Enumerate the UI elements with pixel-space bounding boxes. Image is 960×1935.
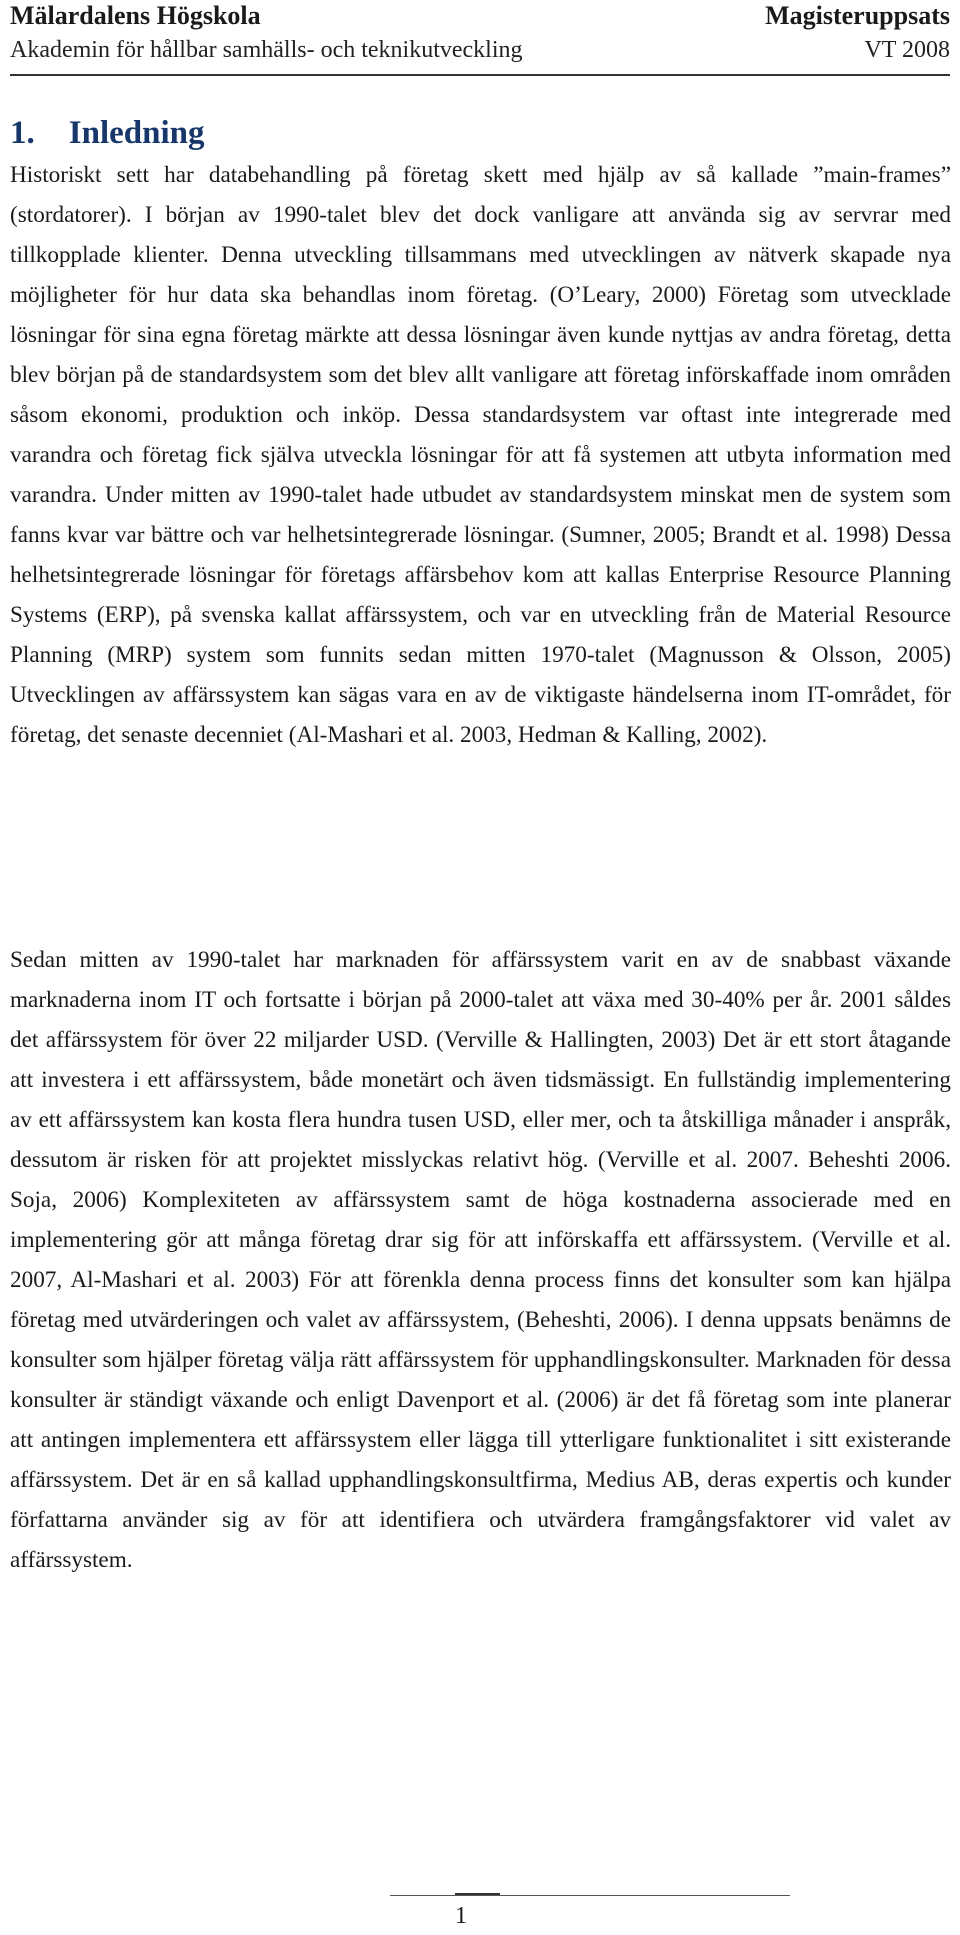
section-title: Inledning	[68, 115, 205, 151]
document-type: Magisteruppsats	[765, 1, 950, 30]
section-heading	[10, 113, 205, 153]
section-number: 1.	[10, 115, 35, 151]
term-label: VT 2008	[864, 37, 950, 63]
footer-rule	[390, 1895, 790, 1896]
footer-rule-accent	[455, 1893, 500, 1895]
page-number: 1	[455, 1903, 467, 1929]
header-sub-row	[10, 32, 950, 68]
page-header	[10, 0, 950, 76]
institution-name: Mälardalens Högskola	[10, 1, 261, 30]
header-rule	[10, 74, 950, 76]
academy-name: Akademin för hållbar samhälls- och teknikutveckling	[10, 37, 523, 63]
header-top-row	[10, 0, 950, 32]
body-paragraph-2: Sedan mitten av 1990-talet har marknaden för affärssystem varit en av de snabbast växande marknaderna inom IT och fortsatte i början på 2000-talet att växa med 30-40% per år. 2001 såldes det affärssystem för över 22 miljarder USD. (Verville & Hallingten, 2003) Det är ett stort åtagande att investera i ett affärssystem, både monetärt och även tidsmässigt. En fullständig implementering av ett affärssystem kan kosta flera hundra tusen USD, eller mer, och ta åtskilliga månader i anspråk, dessutom är risken för att projektet misslyckas relativt hög. (Verville et al. 2007. Beheshti 2006. Soja, 2006) Komplexiteten av affärssystem samt de höga kostnaderna associerade med en implementering gör att många företag drar sig för att införskaffa ett affärssystem. (Verville et al. 2007, Al-Mashari et al. 2003) För att förenkla denna process finns det konsulter som kan hjälpa företag med utvärderingen och valet av affärssystem, (Beheshti, 2006). I denna uppsats benämns de konsulter som hjälper företag välja rätt affärssystem för upphandlingskonsulter. Marknaden för dessa konsulter är ständigt växande och enligt Davenport et al. (2006) är det få företag som inte planerar att antingen implementera ett affärssystem eller lägga till ytterligare funktionalitet i sitt existerande affärssystem. Det är en så kallad upphandlingskonsultfirma, Medius AB, deras expertis och kunder författarna använder sig av för att identifiera och utvärdera framgångsfaktorer vid valet av affärssystem.	[10, 947, 951, 1573]
body-paragraph-1: Historiskt sett har databehandling på företag skett med hjälp av så kallade ”main-frames” (stordatorer). I början av 1990-talet blev det dock vanligare att använda sig av servrar med tillkopplade klienter. Denna utveckling tillsammans med utvecklingen av nätverk skapade nya möjligheter för hur data ska behandlas inom företag. (O’Leary, 2000) Företag som utvecklade lösningar för sina egna företag märkte att dessa lösningar även kunde nyttjas av andra företag, detta blev början på de standardsystem som det blev allt vanligare att företag införskaffade inom områden såsom ekonomi, produktion och inköp. Dessa standardsystem var oftast inte integrerade med varandra och företag fick själva utveckla lösningar för att få systemen att utbyta information med varandra. Under mitten av 1990-talet hade utbudet av standardsystem minskat men de system som fanns kvar var bättre och var helhetsintegrerade lösningar. (Sumner, 2005; Brandt et al. 1998) Dessa helhetsintegrerade lösningar för företags affärsbehov kom att kallas Enterprise Resource Planning Systems (ERP), på svenska kallat affärssystem, och var en utveckling från de Material Resource Planning (MRP) system som funnits sedan mitten 1970-talet (Magnusson & Olsson, 2005) Utvecklingen av affärssystem kan sägas vara en av de viktigaste händelserna inom IT-området, för företag, det senaste decenniet (Al-Mashari et al. 2003, Hedman & Kalling, 2002).	[10, 162, 951, 748]
